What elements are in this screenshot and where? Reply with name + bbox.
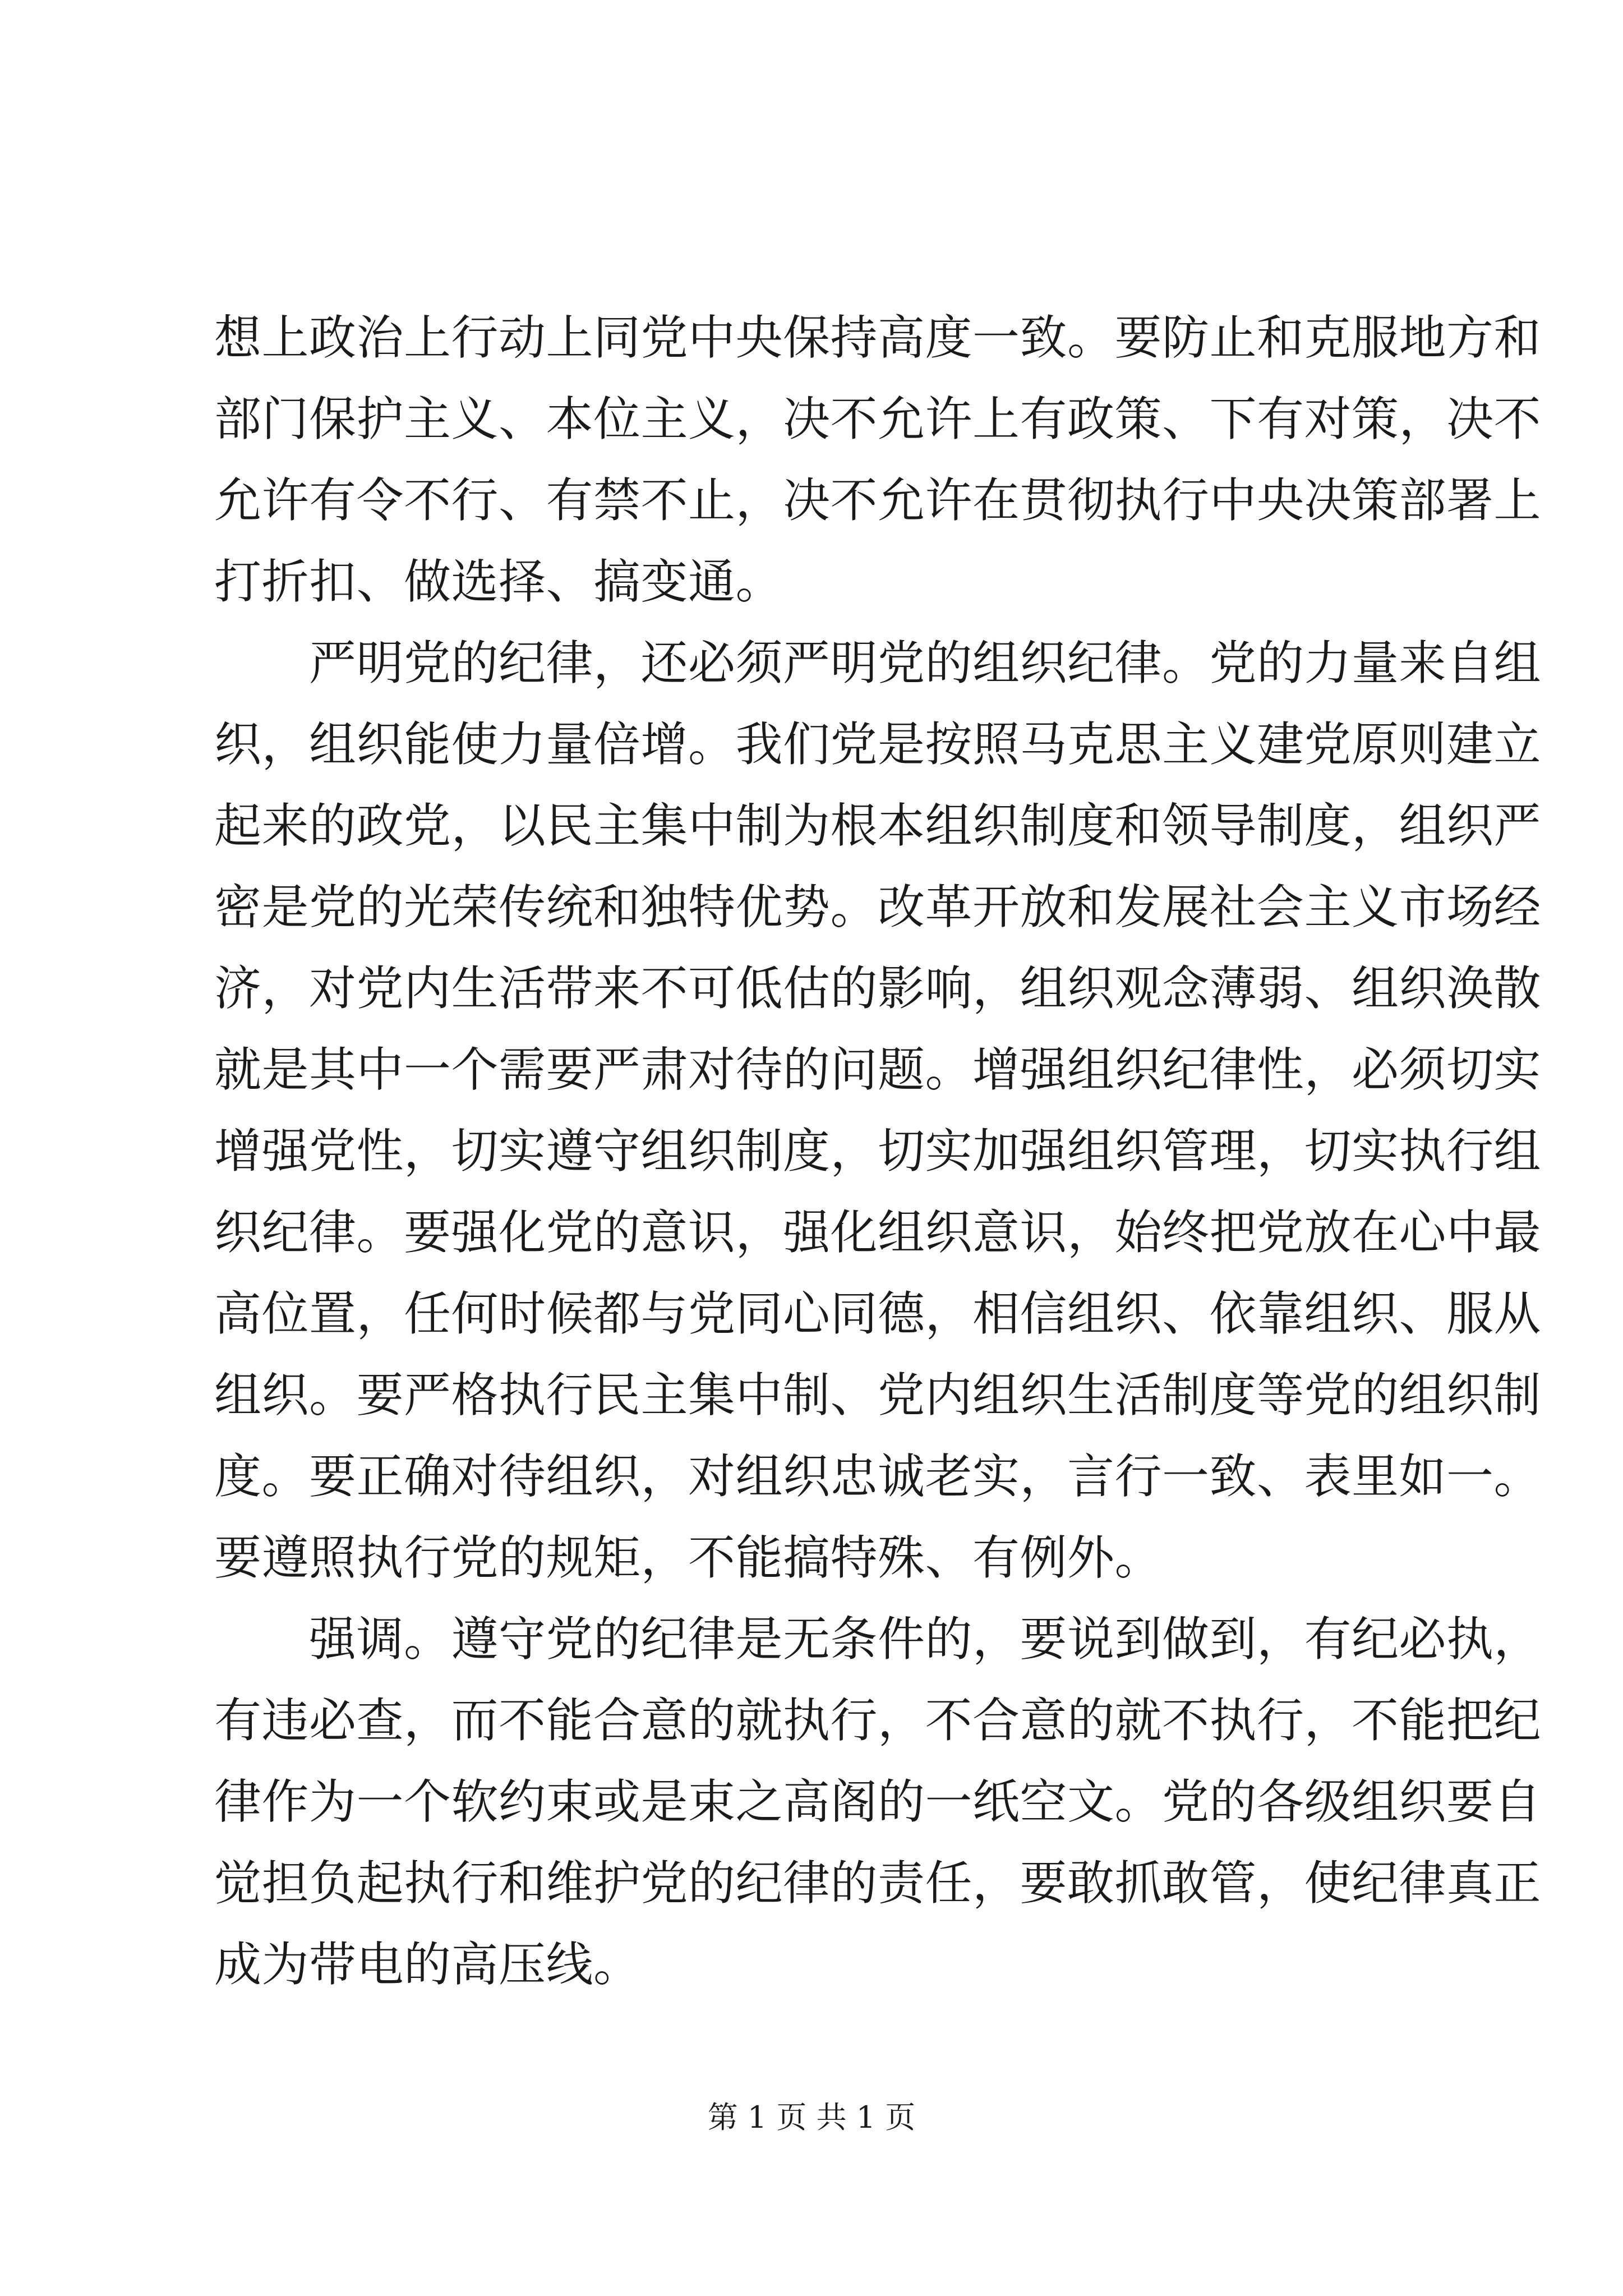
text-line: 想上政治上行动上同党中央保持高度一致。要防止和克服地方和 [214, 310, 1542, 365]
text-line: 觉担负起执行和维护党的纪律的责任，要敢抓敢管，使纪律真正 [214, 1856, 1542, 1911]
text-line: 就是其中一个需要严肃对待的问题。增强组织纪律性，必须切实 [214, 1042, 1542, 1097]
text-line: 允许有令不行、有禁不止，决不允许在贯彻执行中央决策部署上 [214, 473, 1542, 528]
page-number-label: 第 1 页 共 1 页 [707, 2100, 916, 2135]
text-line: 度。要正确对待组织，对组织忠诚老实，言行一致、表里如一。 [214, 1449, 1542, 1504]
text-line: 要遵照执行党的规矩，不能搞特殊、有例外。 [214, 1530, 1163, 1585]
text-line: 济，对党内生活带来不可低估的影响，组织观念薄弱、组织涣散 [214, 961, 1542, 1016]
text-line: 打折扣、做选择、搞变通。 [214, 554, 783, 609]
text-line: 织，组织能使力量倍增。我们党是按照马克思主义建党原则建立 [214, 717, 1542, 772]
text-line: 部门保护主义、本位主义，决不允许上有政策、下有对策，决不 [214, 392, 1542, 447]
text-line: 严明党的纪律，还必须严明党的组织纪律。党的力量来自组 [214, 636, 1542, 691]
text-line: 起来的政党，以民主集中制为根本组织制度和领导制度，组织严 [214, 798, 1542, 853]
text-line: 密是党的光荣传统和独特优势。改革开放和发展社会主义市场经 [214, 880, 1542, 935]
text-line: 成为带电的高压线。 [214, 1937, 641, 1992]
paragraph-1 [214, 297, 1542, 623]
text-line: 增强党性，切实遵守组织制度，切实加强组织管理，切实执行组 [214, 1124, 1542, 1179]
document-body [214, 297, 1542, 2005]
paragraph-3 [214, 1599, 1542, 2005]
page-footer [0, 2098, 1623, 2137]
text-line: 律作为一个软约束或是束之高阁的一纸空文。党的各级组织要自 [214, 1774, 1542, 1829]
text-line: 强调。遵守党的纪律是无条件的，要说到做到，有纪必执， [214, 1612, 1542, 1667]
text-line: 组织。要严格执行民主集中制、党内组织生活制度等党的组织制 [214, 1368, 1542, 1423]
paragraph-2 [214, 623, 1542, 1599]
text-line: 有违必查，而不能合意的就执行，不合意的就不执行，不能把纪 [214, 1693, 1542, 1748]
text-line: 高位置，任何时候都与党同心同德，相信组织、依靠组织、服从 [214, 1286, 1542, 1341]
text-line: 织纪律。要强化党的意识，强化组织意识，始终把党放在心中最 [214, 1205, 1542, 1260]
